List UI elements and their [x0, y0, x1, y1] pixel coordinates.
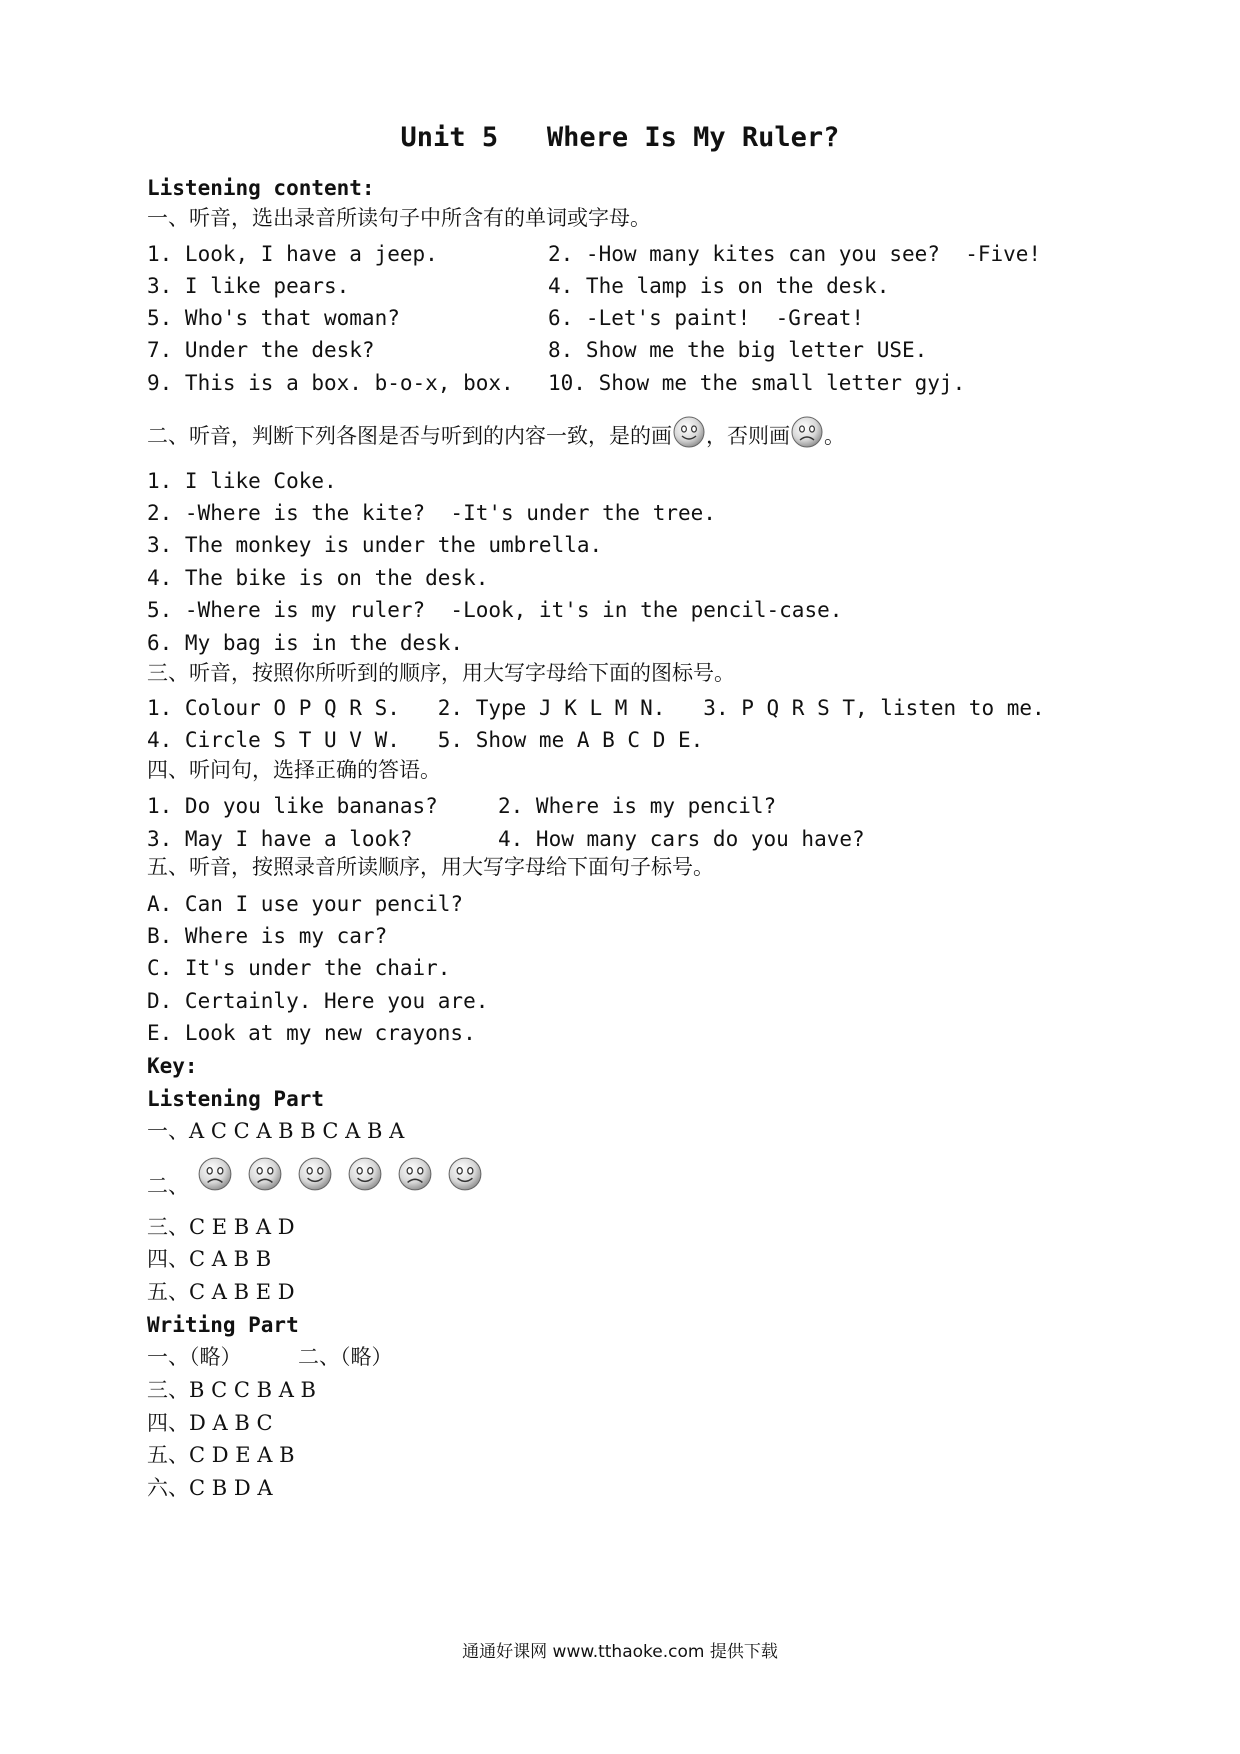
listening-content-heading: Listening content:	[147, 176, 375, 200]
list-item: 2. -Where is the kite? -It's under the tree.	[147, 501, 716, 525]
list-item: 1. I like Coke.	[147, 469, 337, 493]
list-item: 5. -Where is my ruler? -Look, it's in the pencil-case.	[147, 598, 843, 622]
list-item: 2. Where is my pencil?	[498, 794, 777, 818]
list-item: 6. -Let's paint! -Great!	[548, 306, 865, 330]
answer-line: 五、C A B E D	[147, 1280, 295, 1304]
list-item: 6. My bag is in the desk.	[147, 631, 464, 655]
list-item: 4. Circle S T U V W. 5. Show me A B C D E.	[147, 728, 704, 752]
sad-face-icon	[790, 415, 824, 449]
list-item: 3. The monkey is under the umbrella.	[147, 533, 603, 557]
section2-instruction	[147, 422, 845, 450]
answer-line: 三、B C C B A B	[147, 1378, 316, 1402]
list-item: C. It's under the chair.	[147, 956, 451, 980]
list-item: 1. Colour O P Q R S. 2. Type J K L M N. 3. P Q R S T, listen to me.	[147, 696, 1045, 720]
answer-line: 六、C B D A	[147, 1476, 273, 1500]
list-item: 1. Do you like bananas?	[147, 794, 438, 818]
page-title: Unit 5 Where Is My Ruler?	[400, 122, 840, 153]
answer-line: 二、	[147, 1174, 189, 1198]
sad-face-icon	[247, 1156, 283, 1192]
list-item: 4. The bike is on the desk.	[147, 566, 489, 590]
answer-line: 四、C A B B	[147, 1247, 272, 1271]
list-item: 4. How many cars do you have?	[498, 827, 865, 851]
answer-line: 二、（略）	[298, 1345, 393, 1369]
instruction-text: ，否则画	[706, 424, 790, 448]
answer-line: 三、C E B A D	[147, 1215, 295, 1239]
sad-face-icon	[397, 1156, 433, 1192]
listening-part-heading: Listening Part	[147, 1087, 325, 1111]
list-item: 10. Show me the small letter gyj.	[548, 371, 966, 395]
list-item: 9. This is a box. b-o-x, box.	[147, 371, 514, 395]
key-heading: Key:	[147, 1054, 198, 1078]
section5-instruction: 五、听音，按照录音所读顺序，用大写字母给下面句子标号。	[147, 855, 714, 879]
answer-line: 四、D A B C	[147, 1411, 273, 1435]
list-item: E. Look at my new crayons.	[147, 1021, 476, 1045]
list-item: 3. May I have a look?	[147, 827, 413, 851]
section3-instruction: 三、听音，按照你所听到的顺序，用大写字母给下面的图标号。	[147, 661, 735, 685]
list-item: 8. Show me the big letter USE.	[548, 338, 928, 362]
list-item: D. Certainly. Here you are.	[147, 989, 489, 1013]
sad-face-icon	[197, 1156, 233, 1192]
happy-face-icon	[447, 1156, 483, 1192]
list-item: 2. -How many kites can you see? -Five!	[548, 242, 1042, 266]
list-item: 1. Look, I have a jeep.	[147, 242, 438, 266]
instruction-text: 。	[824, 424, 845, 448]
writing-part-heading: Writing Part	[147, 1313, 299, 1337]
happy-face-icon	[297, 1156, 333, 1192]
answer-line: 一、A C C A B B C A B A	[147, 1119, 405, 1143]
list-item: 4. The lamp is on the desk.	[548, 274, 890, 298]
section1-instruction: 一、听音，选出录音所读句子中所含有的单词或字母。	[147, 206, 651, 230]
happy-face-icon	[347, 1156, 383, 1192]
list-item: 5. Who's that woman?	[147, 306, 400, 330]
instruction-text: 二、听音，判断下列各图是否与听到的内容一致，是的画	[147, 424, 672, 448]
list-item: 3. I like pears.	[147, 274, 350, 298]
list-item: B. Where is my car?	[147, 924, 388, 948]
list-item: 7. Under the desk?	[147, 338, 375, 362]
answer-line: 五、C D E A B	[147, 1443, 295, 1467]
list-item: A. Can I use your pencil?	[147, 892, 464, 916]
answer-line: 一、（略）	[147, 1345, 242, 1369]
page-footer: 通通好课网 www.tthaoke.com 提供下载	[462, 1642, 778, 1662]
section4-instruction: 四、听问句，选择正确的答语。	[147, 758, 441, 782]
happy-face-icon	[672, 415, 706, 449]
